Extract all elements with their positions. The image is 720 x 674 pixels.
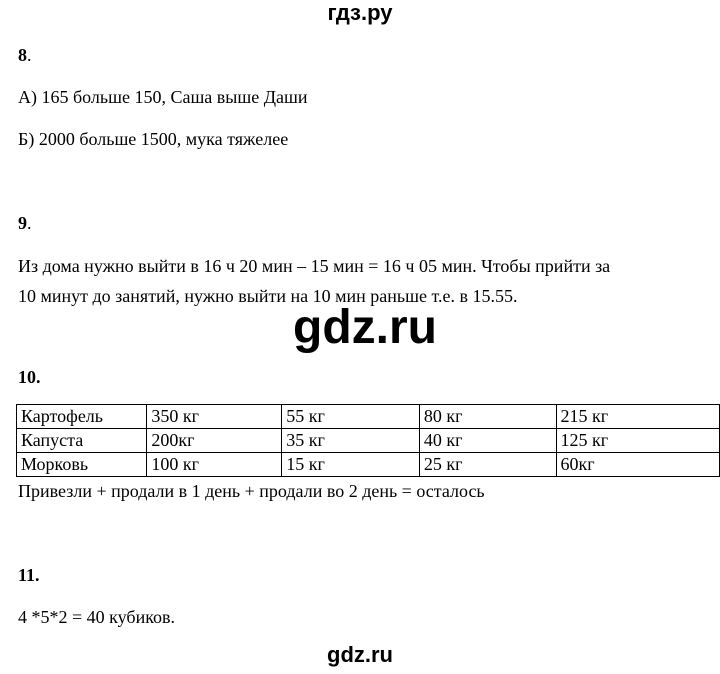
task-10-formula: Привезли + продали в 1 день + продали во 2 день = осталось bbox=[18, 481, 485, 501]
table-cell: 60кг bbox=[556, 453, 719, 477]
table-cell: 55 кг bbox=[282, 405, 420, 429]
task-9-heading bbox=[18, 212, 32, 234]
table-cell: 350 кг bbox=[147, 405, 282, 429]
task-8-heading bbox=[18, 44, 32, 66]
task-9-dot: . bbox=[27, 213, 32, 233]
task-8-number: 8 bbox=[18, 45, 27, 65]
table-cell: 125 кг bbox=[556, 429, 719, 453]
vegetables-table bbox=[16, 404, 720, 477]
task-8-answer-b: Б) 2000 больше 1500, мука тяжелее bbox=[18, 129, 289, 149]
site-footer: gdz.ru bbox=[327, 642, 393, 667]
watermark: gdz.ru bbox=[293, 301, 437, 354]
table-cell: 35 кг bbox=[282, 429, 420, 453]
table-row bbox=[17, 453, 720, 477]
table-cell: 100 кг bbox=[147, 453, 282, 477]
table-cell: 215 кг bbox=[556, 405, 719, 429]
task-11-answer: 4 *5*2 = 40 кубиков. bbox=[18, 607, 176, 627]
task-9-line-2: 10 минут до занятий, нужно выйти на 10 мин раньше т.е. в 15.55. bbox=[18, 286, 518, 306]
table-cell: 40 кг bbox=[419, 429, 556, 453]
task-10-number: 10. bbox=[18, 367, 41, 387]
table-row bbox=[17, 405, 720, 429]
table-cell: Картофель bbox=[17, 405, 147, 429]
task-8-dot: . bbox=[27, 45, 32, 65]
table-row bbox=[17, 429, 720, 453]
table-cell: 200кг bbox=[147, 429, 282, 453]
table-cell: 80 кг bbox=[419, 405, 556, 429]
task-9-line-1: Из дома нужно выйти в 16 ч 20 мин – 15 мин = 16 ч 05 мин. Чтобы прийти за bbox=[18, 256, 611, 276]
table-cell: 15 кг bbox=[282, 453, 420, 477]
task-11-number: 11. bbox=[18, 565, 40, 585]
task-9-number: 9 bbox=[18, 213, 27, 233]
task-8-answer-a: А) 165 больше 150, Саша выше Даши bbox=[18, 87, 308, 107]
table-cell: Морковь bbox=[17, 453, 147, 477]
table-cell: Капуста bbox=[17, 429, 147, 453]
site-header: гдз.ру bbox=[327, 0, 393, 25]
table-cell: 25 кг bbox=[419, 453, 556, 477]
